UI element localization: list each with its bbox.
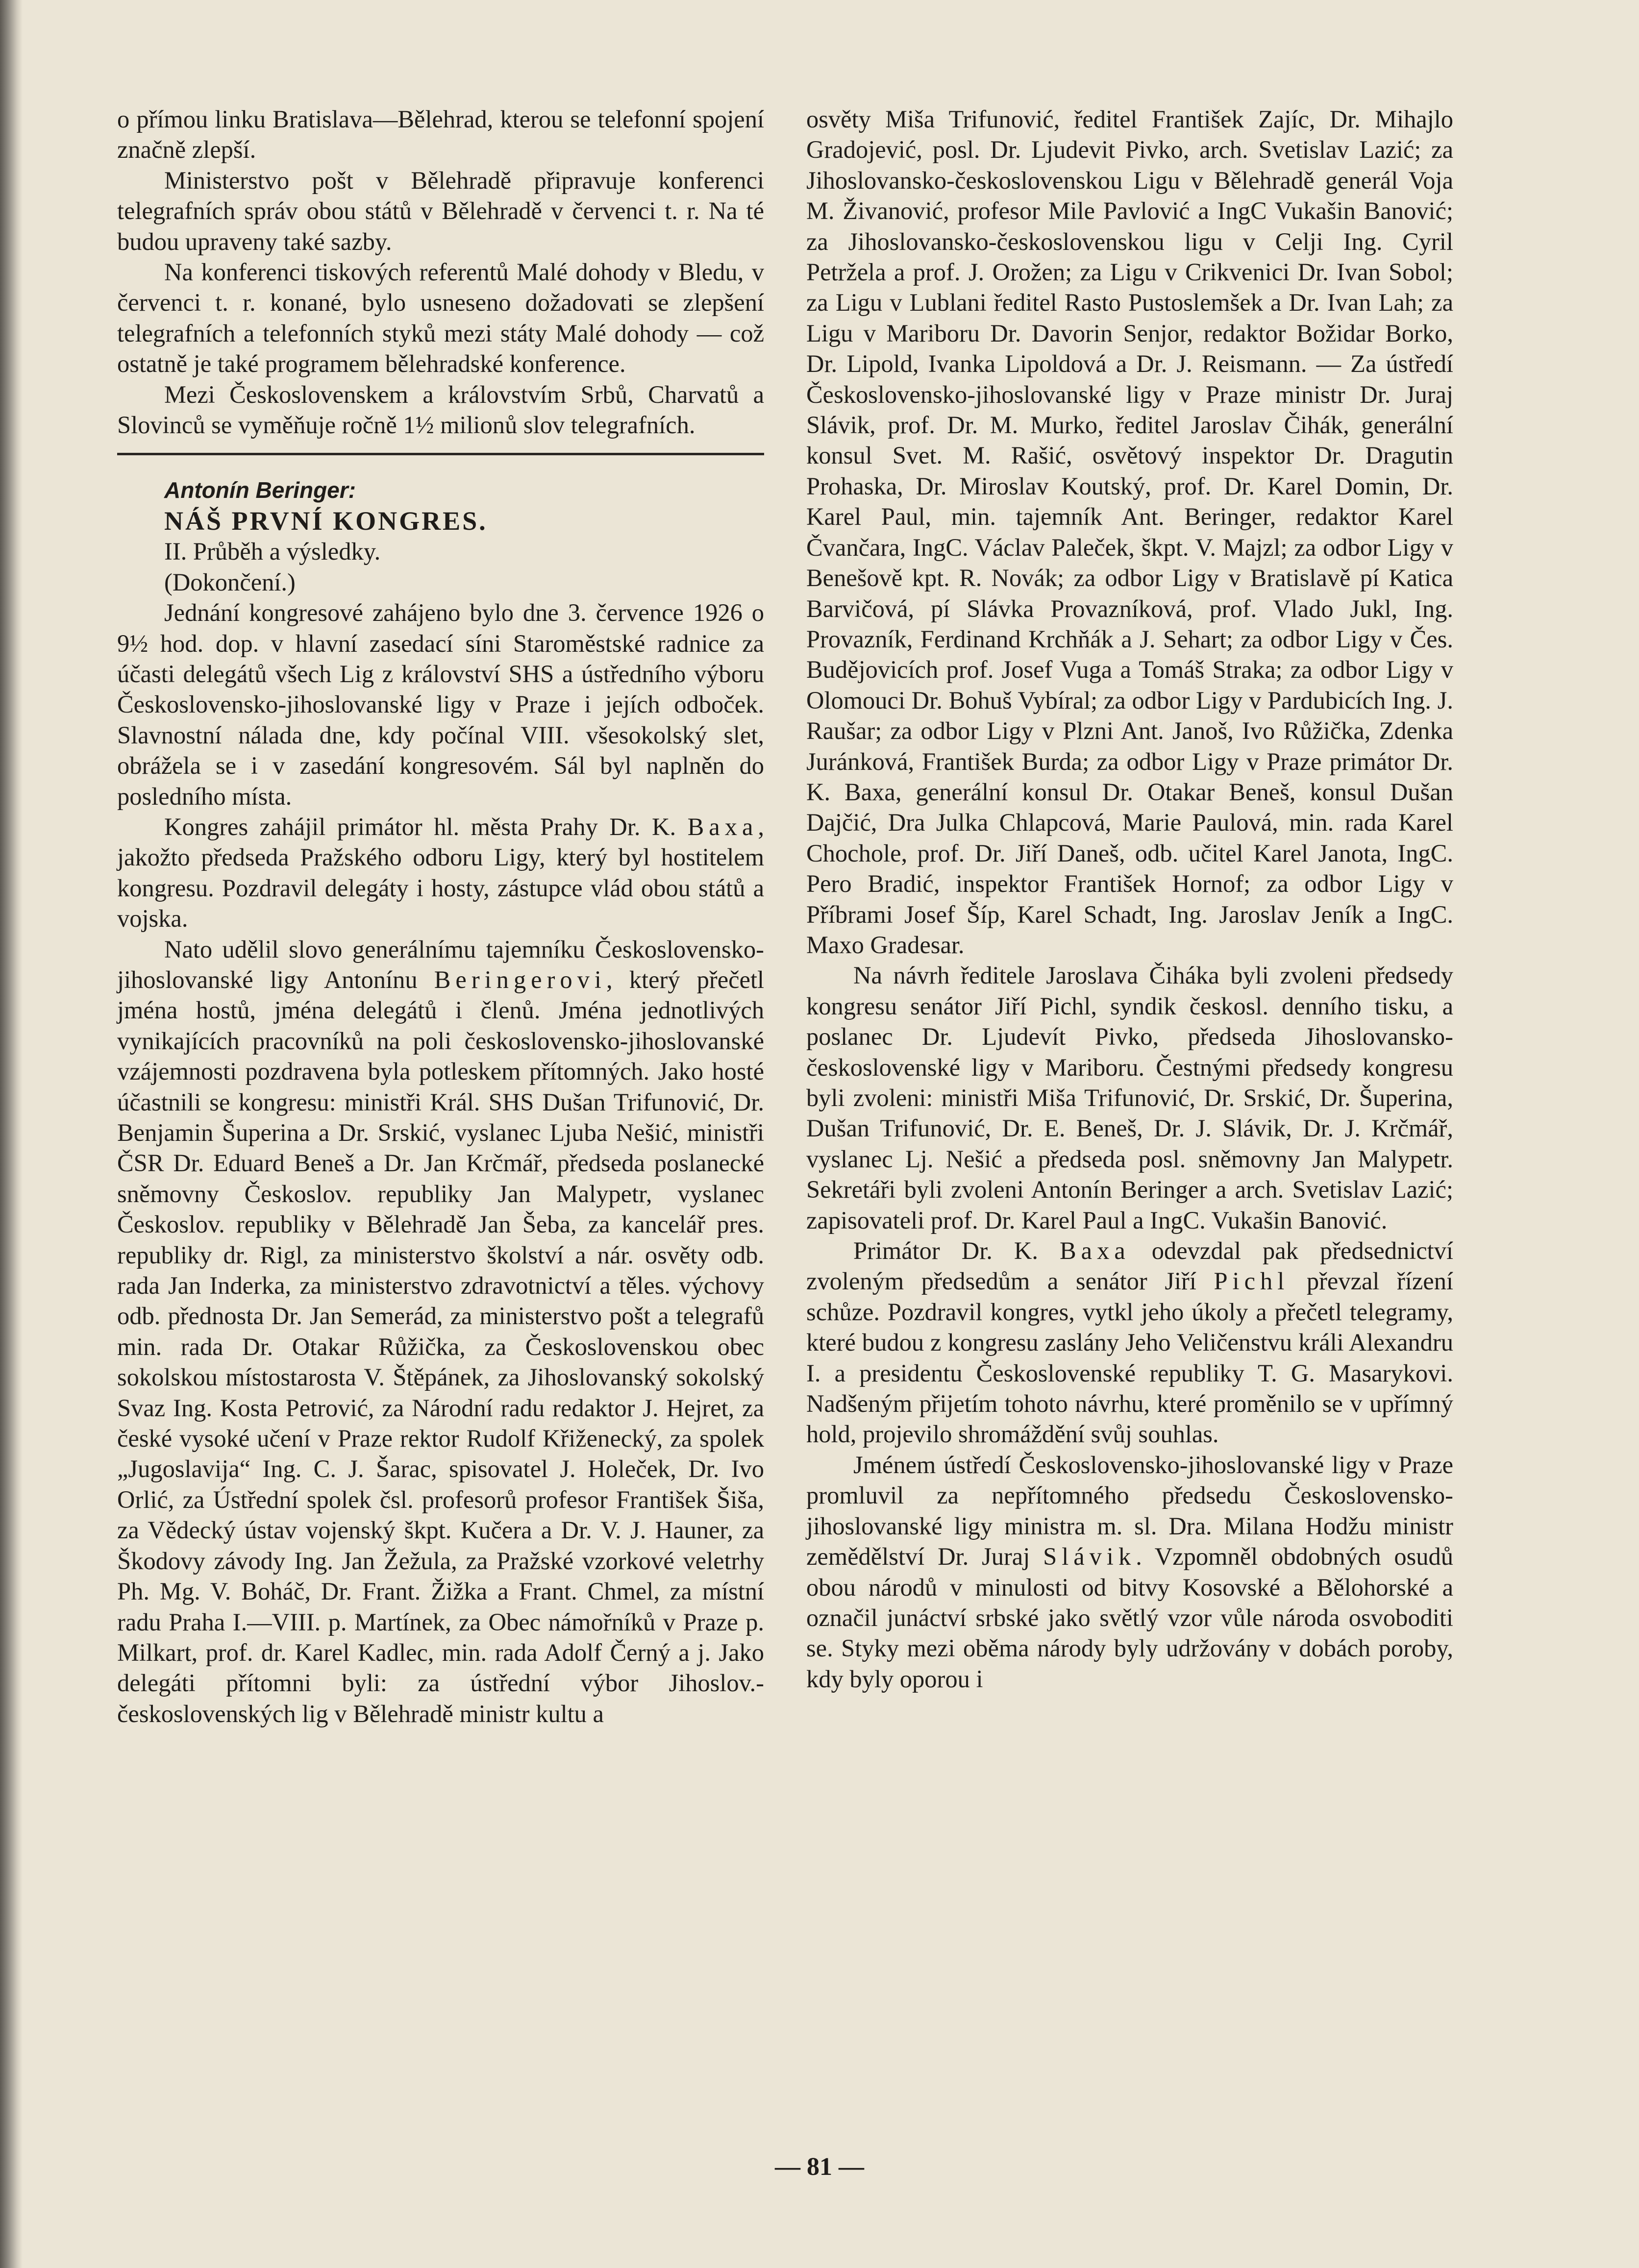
article-subtitle: II. Průběh a výsledky. xyxy=(164,538,381,566)
paragraph-ministry-conference: Ministerstvo pošt v Bělehradě připravuje konferenci telegrafních správ obou států v Bělehradě v červenci t. r. Na té budou upraveny také sazby. xyxy=(117,166,764,255)
right-column xyxy=(806,104,1453,1694)
paragraph-bled-conference: Na konferenci tiskových referentů Malé dohody v Bledu, v červenci t. r. konané, bylo usneseno dožadovati se zlepšení telegrafních a telefonních styků mezi státy Malé dohody — což ostatně je také programem bělehradské konference. xyxy=(117,258,764,378)
paragraph-presidency-handover: Primátor Dr. K. Baxa odevzdal pak předsednictví zvoleným předsedům a senátor Jiří Pichl převzal řízení schůze. Pozdravil kongres, vytkl jeho úkoly a přečetl telegramy, které budou z kongresu zaslány Jeho Veličenstvu králi Alexandru I. a presidentu Československé republiky T. G. Masarykovi. Nadšeným přijetím tohoto návrhu, které proměnilo se v upřímný hold, projevilo shromáždění svůj souhlas. xyxy=(806,1237,1453,1448)
page-number: — 81 — xyxy=(775,2153,864,2181)
paragraph-primator: Kongres zahájil primátor hl. města Prahy Dr. K. Baxa, jakožto předseda Pražského odboru Ligy, který byl hostitelem kongresu. Pozdravil delegáty i hosty, zástupce vlád obou států a vojska. xyxy=(117,813,764,933)
paragraph-telegram-exchange: Mezi Československem a královstvím Srbů, Charvatů a Slovinců se vyměňuje ročně 1½ milionů slov telegrafních. xyxy=(117,380,764,439)
author-byline: Antonín Beringer: xyxy=(164,477,356,503)
left-column xyxy=(117,104,764,1729)
paragraph-slavik-speech: Jménem ústředí Československo-jihoslovanské ligy v Praze promluvil za nepřítomného předsedu Československo-jihoslovanské ligy ministra m. sl. Dra. Milana Hodžu ministr zemědělství Dr. Juraj Slávik. Vzpomněl obdobných osudů obou národů v minulosti od bitvy Kosovské a Bělohorské a označil junáctví srbské jako světlý vzor vůle národa osvoboditi se. Styky mezi oběma národy byly udržovány v dobách poroby, kdy byly oporou i xyxy=(806,1451,1453,1693)
paragraph-delegates-continued: osvěty Miša Trifunović, ředitel František Zajíc, Dr. Mihajlo Gradojević, posl. Dr. Ljudevit Pivko, arch. Svetislav Lazić; za Jihoslovansko-československou Ligu v Bělehradě generál Voja M. Živanović, profesor Mile Pavlović a IngC Vukašin Banović; za Jihoslovansko-československou ligu v Celji Ing. Cyril Petržela a prof. J. Orožen; za Ligu v Crikvenici Dr. Ivan Sobol; za Ligu v Lublani ředitel Rasto Pustoslemšek a Dr. Ivan Lah; za Ligu v Mariboru Dr. Davorin Senjor, redaktor Božidar Borko, Dr. Lipold, Ivanka Lipoldová a Dr. J. Reismann. — Za ústředí Československo-jihoslovanské ligy v Praze ministr Dr. Juraj Slávik, prof. Dr. M. Murko, ředitel Jaroslav Čihák, generální konsul Svet. M. Rašić, osvětový inspektor Dr. Dragutin Prohaska, Dr. Miroslav Koutský, prof. Dr. Karel Domin, Dr. Karel Paul, min. tajemník Ant. Beringer, redaktor Karel Čvančara, IngC. Václav Paleček, škpt. V. Majzl; za odbor Ligy v Benešově kpt. R. Novák; za odbor Ligy v Bratislavě pí Katica Barvičová, pí Slávka Provazníková, prof. Vlado Jukl, Ing. Provazník, Ferdinand Krchňák a J. Sehart; za odbor Ligy v Čes. Budějovicích prof. Josef Vuga a Tomáš Straka; za odbor Ligy v Olomouci Dr. Bohuš Vybíral; za odbor Ligy v Pardubicích Ing. J. Raušar; za odbor Ligy v Plzni Ant. Janoš, Ivo Růžička, Zdenka Juránková, František Burda; za odbor Ligy v Praze primátor Dr. K. Baxa, generální konsul Dr. Otakar Beneš, konsul Dušan Dajčić, Dra Julka Chlapcová, Marie Paulová, min. rada Karel Chochole, prof. Dr. Jiří Daneš, odb. učitel Karel Janota, IngC. Pero Bradić, inspektor František Hornof; za odbor Ligy v Příbrami Josef Šíp, Karel Schadt, Ing. Jaroslav Jeník a IngC. Maxo Gradesar. xyxy=(806,105,1453,959)
paragraph-elections: Na návrh ředitele Jaroslava Čiháka byli zvoleni předsedy kongresu senátor Jiří Pichl, syndik českosl. denního tisku, a poslanec Dr. Ljudevít Pivko, předseda Jihoslovansko-československé ligy v Mariboru. Čestnými předsedy kongresu byli zvoleni: ministři Miša Trifunović, Dr. Srskić, Dr. Šuperina, Dušan Trifunović, Dr. E. Beneš, Dr. J. Slávik, Dr. J. Krčmář, vyslanec Lj. Nešić a předseda posl. sněmovny Jan Malypetr. Sekretáři byli zvoleni Antonín Beringer a arch. Svetislav Lazić; zapisovateli prof. Dr. Karel Paul a IngC. Vukašin Banović. xyxy=(806,961,1453,1234)
paragraph-opening: Jednání kongresové zahájeno bylo dne 3. července 1926 o 9½ hod. dop. v hlavní zasedací síni Staroměstské radnice za účasti delegátů všech Lig z království SHS a ústředního výboru Československo-jihoslovanské ligy v Praze i jejích odboček. Slavnostní nálada dne, kdy počínal VIII. všesokolský slet, obrážela se i v zasedání kongresovém. Sál byl naplněn do posledního místa. xyxy=(117,599,764,810)
article-title: NÁŠ PRVNÍ KONGRES. xyxy=(164,506,488,536)
article-continuation-note: (Dokončení.) xyxy=(164,568,296,596)
paragraph-telephone-line: o přímou linku Bratislava—Bělehrad, kterou se telefonní spojení značně zlepší. xyxy=(117,105,764,164)
paragraph-guests: Nato udělil slovo generálnímu tajemníku Československo-jihoslovanské ligy Antonínu Beringerovi, který přečetl jména hostů, jména delegátů i členů. Jména jednotlivých vynikajících pracovníků na poli československo-jihoslovanské vzájemnosti pozdravena byla potleskem přítomných. Jako hosté účastnili se kongresu: ministři Král. SHS Dušan Trifunović, Dr. Benjamin Šuperina a Dr. Srskić, vyslanec Ljuba Nešić, ministři ČSR Dr. Eduard Beneš a Dr. Jan Krčmář, předseda poslanecké sněmovny Českoslov. republiky Jan Malypetr, vyslanec Českoslov. republiky v Bělehradě Jan Šeba, za kancelář pres. republiky dr. Rigl, za ministerstvo školství a nár. osvěty odb. rada Jan Inderka, za ministerstvo zdravotnictví a těles. výchovy odb. přednosta Dr. Jan Semerád, za ministerstvo pošt a telegrafů min. rada Dr. Otakar Růžička, za Československou obec sokolskou místostarosta V. Štěpánek, za Jihoslovanský sokolský Svaz Ing. Kosta Petrović, za Národní radu redaktor J. Hejret, za české vysoké učení v Praze rektor Rudolf Křiženecký, za spolek „Jugoslavija“ Ing. C. J. Šarac, spisovatel J. Holeček, Dr. Ivo Orlić, za Ústřední spolek čsl. profesorů profesor František Šiša, za Vědecký ústav vojenský škpt. Kučera a Dr. V. J. Hauner, za Škodovy závody Ing. Jan Žežula, za Pražské vzorkové veletrhy Ph. Mg. V. Boháč, Dr. Frant. Žižka a Frant. Chmel, za místní radu Praha I.—VIII. p. Martínek, za Obec námořníků v Praze p. Milkart, prof. dr. Karel Kadlec, min. rada Adolf Černý a j. Jako delegáti přítomni byli: za ústřední výbor Jihoslov.-československých lig v Bělehradě ministr kultu a xyxy=(117,935,765,1727)
page-edge-shadow xyxy=(0,0,23,2268)
section-divider xyxy=(117,453,764,455)
